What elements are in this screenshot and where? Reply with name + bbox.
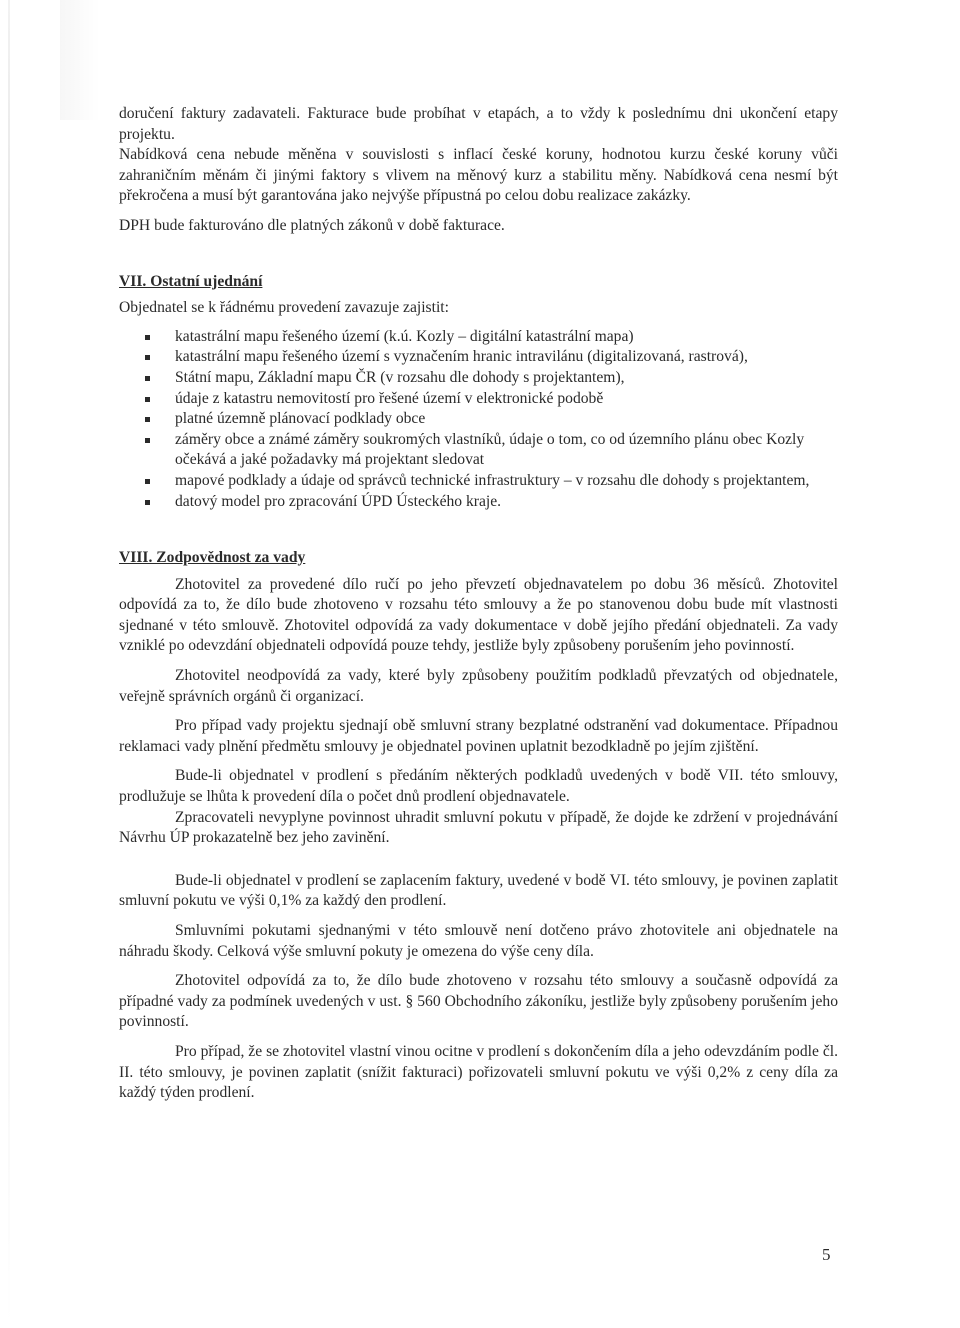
paragraph-defect-removal: Pro případ vady projektu sjednají obě smluvní strany bezplatné odstranění vad dokumentace. Případnou reklamaci vady plnění předmětu smlouvy je objednatel povinen uplatnit bezodkladně po jejím zjištění. bbox=[119, 717, 838, 755]
paragraph-invoicing: doručení faktury zadavateli. Fakturace bude probíhat v etapách, a to vždy k poslednímu dni ukončení etapy projektu. bbox=[119, 105, 838, 143]
list-item: mapové podklady a údaje od správců technické infrastruktury – v rozsahu dle dohody s projektantem, bbox=[119, 471, 838, 492]
paragraph-payment-penalty: Bude-li objednatel v prodlení se zaplacením faktury, uvedené v bodě VI. této smlouvy, je povinen zaplatit smluvní pokutu ve výši 0,1% za každý den prodlení. bbox=[119, 871, 838, 910]
list-item: katastrální mapu řešeného území s vyznačením hranic intravilánu (digitalizovaná, rastrová), bbox=[119, 347, 838, 368]
spacer bbox=[119, 849, 838, 871]
paragraph-price: Nabídková cena nebude měněna v souvislosti s inflací české koruny, hodnotou kurzu české koruny vůči zahraničním měnám či jinými faktory s vlivem na měnový kurz a stabilitu měny. Nabídková cena nesmí být překročena a musí být garantována jako nejvýše přípustná po celou dobu realizace zakázky. bbox=[119, 146, 838, 205]
paragraph-no-liability: Zhotovitel neodpovídá za vady, které byly způsobeny použitím podkladů převzatých od objednatele, veřejně správních orgánů či organizací. bbox=[119, 667, 838, 705]
section-vii-heading: VII. Ostatní ujednání bbox=[119, 272, 263, 290]
section-vii-intro: Objednatel se k řádnému provedení zavazuje zajistit: bbox=[119, 299, 449, 317]
list-item: katastrální mapu řešeného území (k.ú. Kozly – digitální katastrální mapa) bbox=[119, 327, 838, 348]
spacer bbox=[119, 1033, 838, 1042]
spacer bbox=[119, 207, 838, 216]
spacer bbox=[119, 707, 838, 716]
section-vii-list bbox=[119, 327, 838, 512]
scan-shadow bbox=[60, 0, 100, 120]
list-item: záměry obce a známé záměry soukromých vlastníků, údaje o tom, co od územního plánu obec Kozly očekává a jaké požadavky má projektant sledovat bbox=[119, 430, 838, 471]
paragraph-delay-extension: Bude-li objednatel v prodlení s předáním některých podkladů uvedených v bodě VII. této smlouvy, prodlužuje se lhůta k provedení díla o počet dnů prodlení objednavatele. bbox=[119, 767, 838, 806]
spacer bbox=[119, 512, 838, 548]
list-item: datový model pro zpracování ÚPD Ústeckého kraje. bbox=[119, 492, 838, 513]
paragraph-damages: Smluvními pokutami sjednanými v této smlouvě není dotčeno právo zhotovitele ani objednatele na náhradu škody. Celková výše smluvní pokuty je omezena do výše ceny díla. bbox=[119, 922, 838, 960]
spacer bbox=[119, 962, 838, 971]
spacer bbox=[119, 237, 838, 272]
spacer bbox=[119, 912, 838, 921]
page-number: 5 bbox=[822, 1245, 831, 1264]
list-item: platné územně plánovací podklady obce bbox=[119, 409, 838, 430]
paragraph-warranty: Zhotovitel za provedené dílo ručí po jeho převzetí objednavatelem po dobu 36 měsíců. Zhotovitel odpovídá za to, že dílo bude zhotoveno v rozsahu této smlouvy a že po stanovenou dobu bude mít vlastnosti sjednané v této smlouvě. Zhotovitel odpovídá za vady dokumentace v době jejího předání objednateli. Za vady vzniklé po odevzdání objednateli odpovídá pouze tehdy, jestliže byly způsobeny porušením jeho povinností. bbox=[119, 575, 838, 655]
paragraph-vat: DPH bude fakturováno dle platných zákonů v době fakturace. bbox=[119, 216, 505, 234]
paragraph-completion-penalty: Pro případ, že se zhotovitel vlastní vinou ocitne v prodlení s dokončením díla a jeho odevzdáním podle čl. II. této smlouvy, je povinen zaplatit (snížit fakturaci) pořizovateli smluvní pokutu ve výši 0,2% z ceny díla za každý týden prodlení. bbox=[119, 1042, 838, 1102]
document-page bbox=[119, 104, 838, 1104]
section-viii-heading: VIII. Zodpovědnost za vady bbox=[119, 549, 306, 567]
spacer bbox=[119, 657, 838, 666]
list-item: Státní mapu, Základní mapu ČR (v rozsahu dle dohody s projektantem), bbox=[119, 368, 838, 389]
spacer bbox=[119, 757, 838, 766]
scan-edge-line bbox=[8, 0, 10, 1328]
paragraph-no-penalty: Zpracovateli nevyplyne povinnost uhradit smluvní pokutu v případě, že dojde ke zdržení v projednávání Návrhu ÚP prokazatelně bez jeho zavinění. bbox=[119, 808, 838, 847]
list-item: údaje z katastru nemovitostí pro řešené území v elektronické podobě bbox=[119, 389, 838, 410]
paragraph-liability: Zhotovitel odpovídá za to, že dílo bude zhotoveno v rozsahu této smlouvy a současně odpovídá za případné vady za podmínek uvedených v ust. § 560 Obchodního zákoníku, jestliže byly způsobeny porušením jeho povinností. bbox=[119, 972, 838, 1031]
